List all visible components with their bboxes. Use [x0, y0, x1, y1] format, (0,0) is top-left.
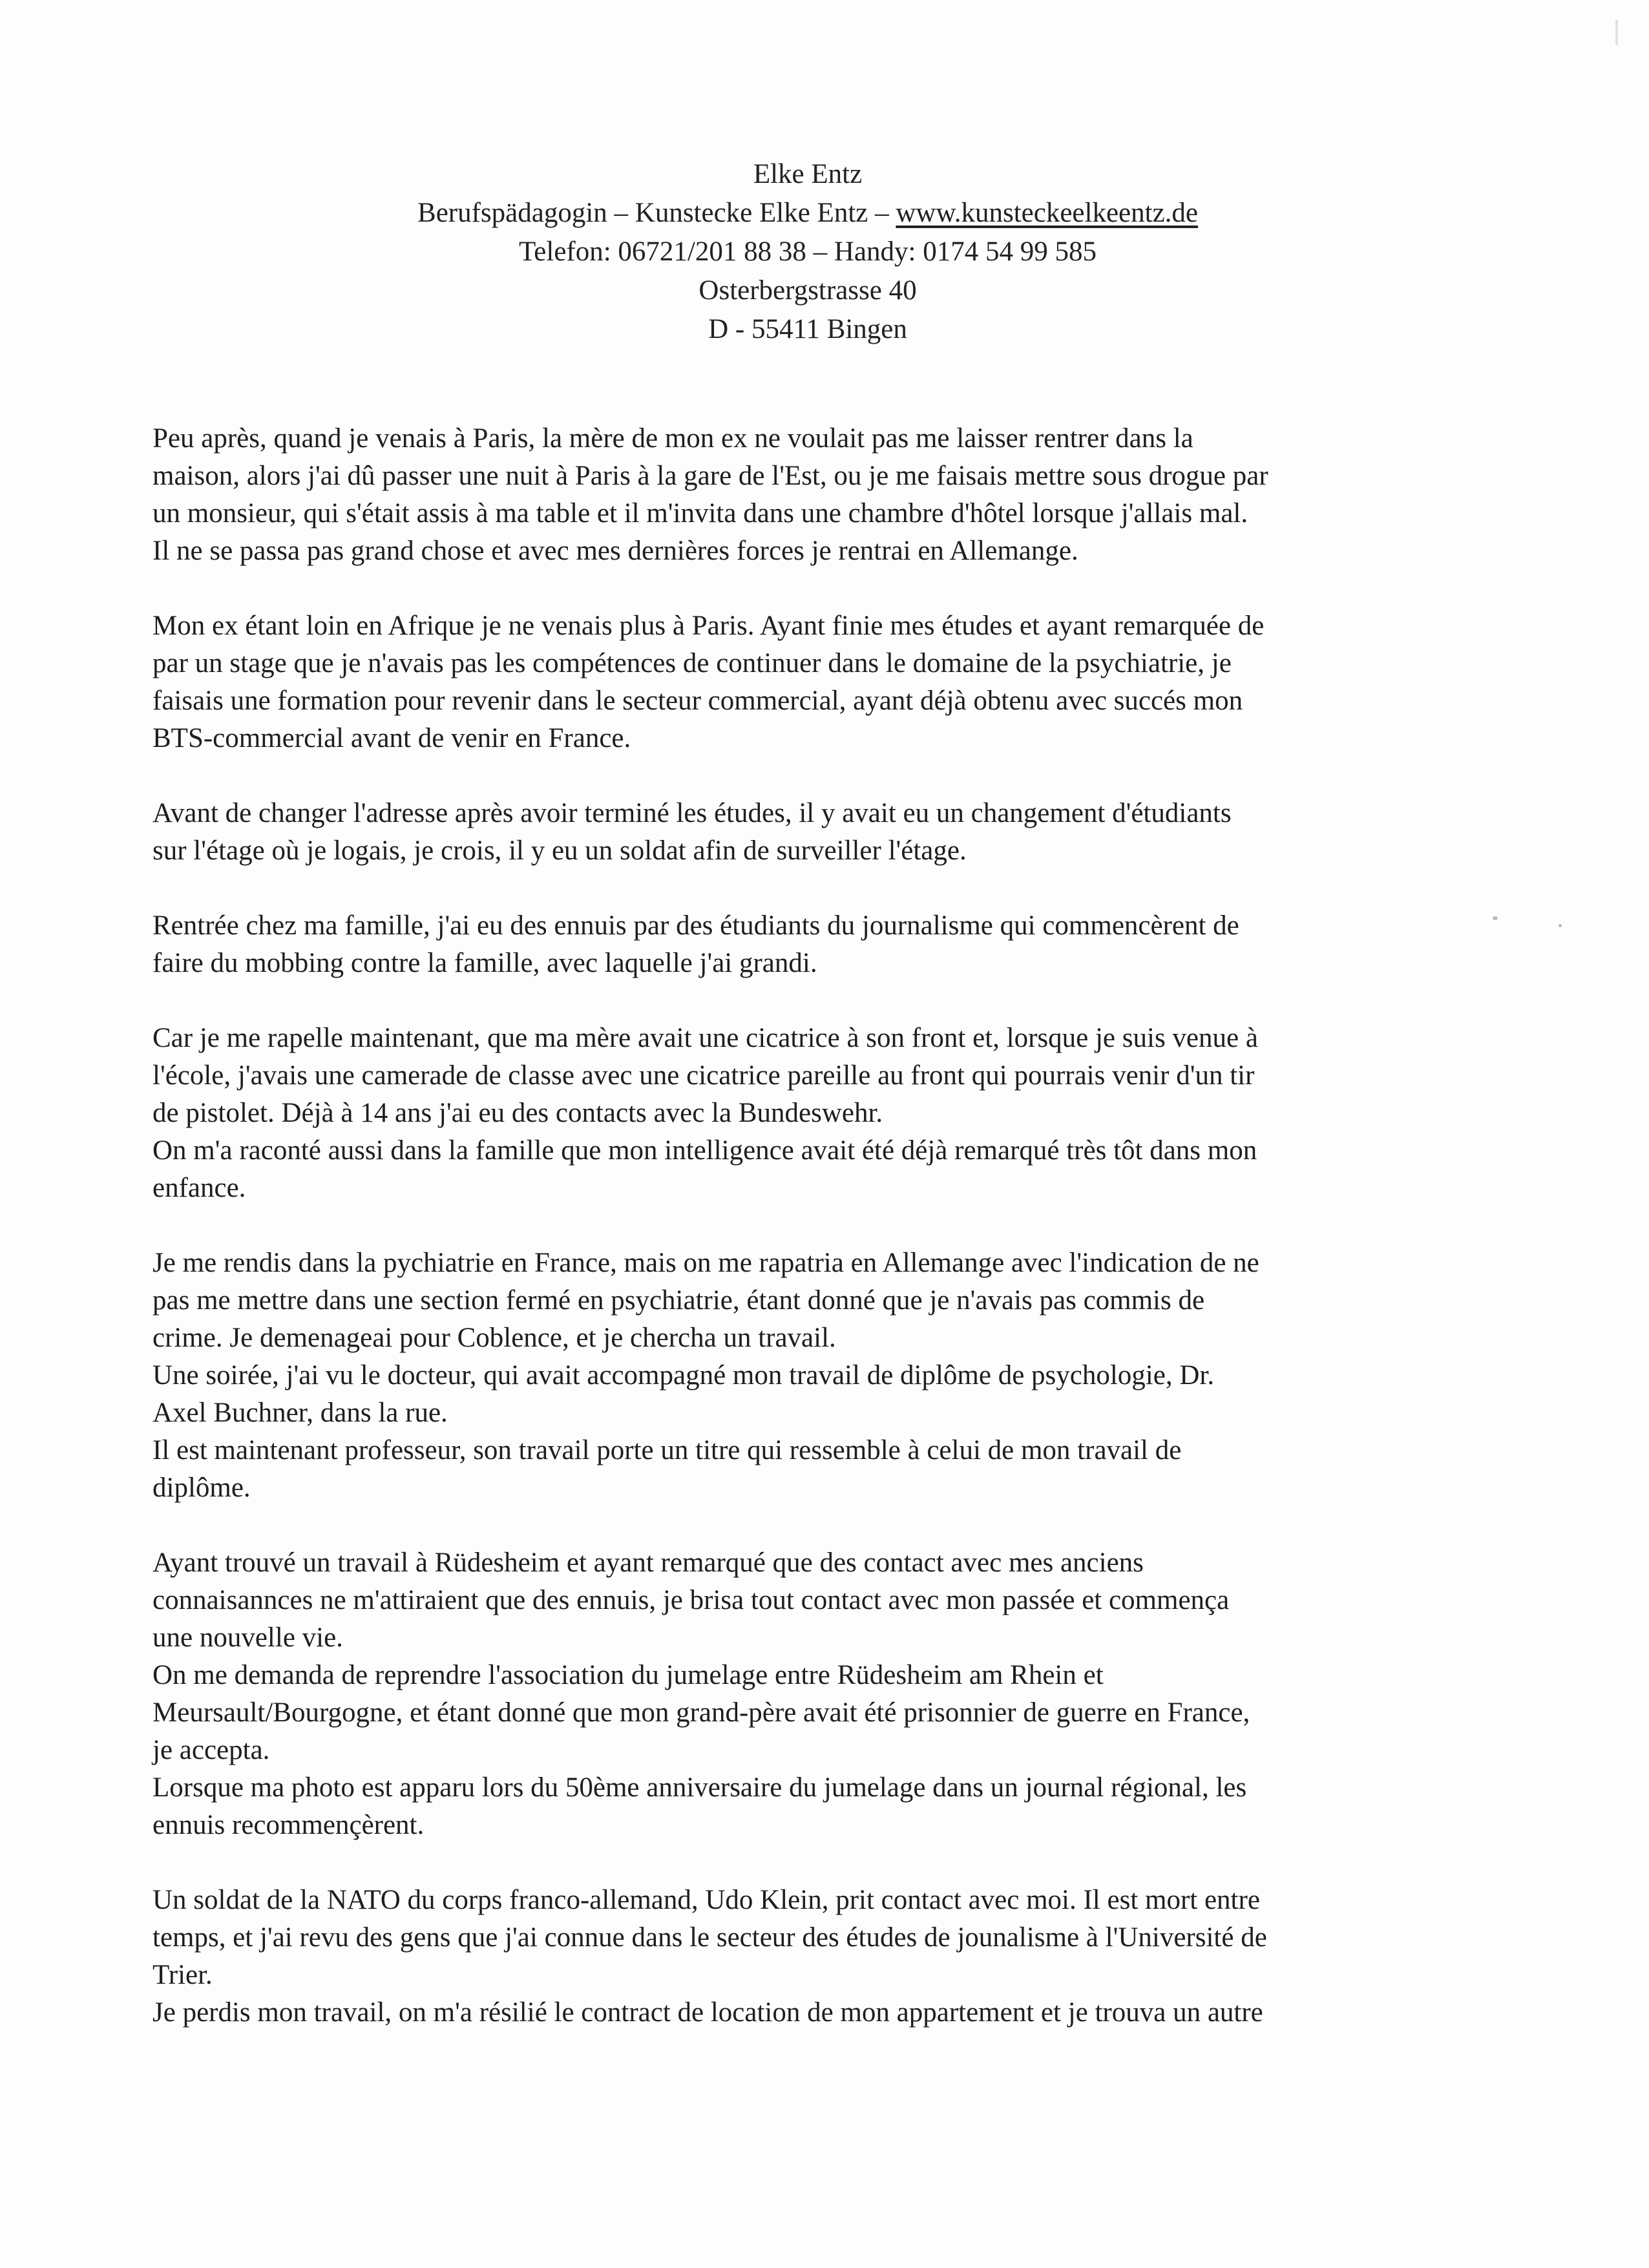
text-line: maison, alors j'ai dû passer une nuit à Paris à la gare de l'Est, ou je me faisais mettre sous drogue par	[152, 461, 1268, 491]
text-line: Je perdis mon travail, on m'a résilié le contract de location de mon appartement et je trouva un autre	[152, 1997, 1263, 2028]
text-line: Meursault/Bourgogne, et étant donné que mon grand-père avait été prisonnier de guerre en France,	[152, 1697, 1250, 1728]
paragraph	[152, 1882, 1529, 2032]
author-title-line	[0, 194, 1615, 233]
paragraph	[152, 1244, 1529, 1507]
text-line: On m'a raconté aussi dans la famille que mon intelligence avait été déjà remarqué très tôt dans mon	[152, 1135, 1257, 1166]
text-line: Mon ex étant loin en Afrique je ne venais plus à Paris. Ayant finie mes études et ayant remarquée de	[152, 611, 1265, 641]
text-line: l'école, j'avais une camerade de classe avec une cicatrice pareille au front qui pourrais venir d'un tir	[152, 1060, 1255, 1091]
text-line: sur l'étage où je logais, je crois, il y eu un soldat afin de surveiller l'étage.	[152, 835, 967, 866]
text-line: Lorsque ma photo est apparu lors du 50ème anniversaire du jumelage dans un journal régional, les	[152, 1772, 1247, 1803]
text-line: Trier.	[152, 1960, 213, 1990]
letter-body	[152, 420, 1529, 2032]
text-line: de pistolet. Déjà à 14 ans j'ai eu des contacts avec la Bundeswehr.	[152, 1098, 883, 1128]
city-line: D - 55411 Bingen	[708, 314, 907, 344]
text-line: pas me mettre dans une section fermé en psychiatrie, étant donné que je n'avais pas commis de	[152, 1285, 1205, 1316]
paragraph	[152, 420, 1529, 570]
text-line: Car je me rapelle maintenant, que ma mère avait une cicatrice à son front et, lorsque je suis venue à	[152, 1023, 1258, 1053]
author-name: Elke Entz	[753, 159, 863, 189]
text-line: par un stage que je n'avais pas les compétences de continuer dans le domaine de la psychiatrie, je	[152, 648, 1232, 678]
text-line: enfance.	[152, 1173, 246, 1203]
text-line: connaisannces ne m'attiraient que des ennuis, je brisa tout contact avec mon passée et commença	[152, 1585, 1230, 1615]
street-line: Osterbergstrasse 40	[698, 275, 917, 306]
scan-speck	[1559, 924, 1562, 927]
text-line: Un soldat de la NATO du corps franco-allemand, Udo Klein, prit contact avec moi. Il est mort entre	[152, 1885, 1260, 1915]
text-line: Il est maintenant professeur, son travail porte un titre qui ressemble à celui de mon travail de	[152, 1435, 1182, 1465]
text-line: Ayant trouvé un travail à Rüdesheim et ayant remarqué que des contact avec mes anciens	[152, 1548, 1144, 1578]
text-line: temps, et j'ai revu des gens que j'ai connue dans le secteur des études de jounalisme à l'Université de	[152, 1922, 1267, 1953]
scan-speck	[1615, 19, 1618, 45]
text-line: BTS-commercial avant de venir en France.	[152, 723, 631, 753]
text-line: Il ne se passa pas grand chose et avec mes dernières forces je rentrai en Allemange.	[152, 536, 1078, 566]
text-line: je accepta.	[152, 1735, 270, 1765]
text-line: un monsieur, qui s'était assis à ma table et il m'invita dans une chambre d'hôtel lorsque j'allais mal.	[152, 498, 1248, 529]
phone-line: Telefon: 06721/201 88 38 – Handy: 0174 54 99 585	[519, 236, 1097, 267]
text-line: Axel Buchner, dans la rue.	[152, 1398, 448, 1428]
text-line: faire du mobbing contre la famille, avec laquelle j'ai grandi.	[152, 948, 817, 978]
scan-speck	[1493, 916, 1498, 920]
author-title: Berufspädagogin – Kunstecke Elke Entz –	[417, 198, 896, 228]
text-line: Peu après, quand je venais à Paris, la mère de mon ex ne voulait pas me laisser rentrer dans la	[152, 423, 1193, 454]
letterhead	[0, 155, 1615, 349]
text-line: une nouvelle vie.	[152, 1622, 343, 1653]
paragraph	[152, 607, 1529, 757]
text-line: diplôme.	[152, 1473, 251, 1503]
text-line: faisais une formation pour revenir dans le secteur commercial, ayant déjà obtenu avec succés mon	[152, 686, 1243, 716]
text-line: Je me rendis dans la pychiatrie en France, mais on me rapatria en Allemange avec l'indication de ne	[152, 1248, 1259, 1278]
text-line: On me demanda de reprendre l'association du jumelage entre Rüdesheim am Rhein et	[152, 1660, 1104, 1690]
text-line: Rentrée chez ma famille, j'ai eu des ennuis par des étudiants du journalisme qui commencèrent de	[152, 910, 1239, 941]
website-link[interactable]: www.kunsteckeelkeentz.de	[896, 198, 1198, 228]
paragraph	[152, 1544, 1529, 1844]
text-line: Une soirée, j'ai vu le docteur, qui avait accompagné mon travail de diplôme de psychologie, Dr.	[152, 1360, 1215, 1391]
text-line: crime. Je demenageai pour Coblence, et je chercha un travail.	[152, 1323, 836, 1353]
paragraph	[152, 795, 1529, 870]
text-line: Avant de changer l'adresse après avoir terminé les études, il y avait eu un changement d'étudiants	[152, 798, 1232, 828]
paragraph	[152, 1020, 1529, 1207]
text-line: ennuis recommençèrent.	[152, 1810, 425, 1840]
paragraph	[152, 907, 1529, 982]
